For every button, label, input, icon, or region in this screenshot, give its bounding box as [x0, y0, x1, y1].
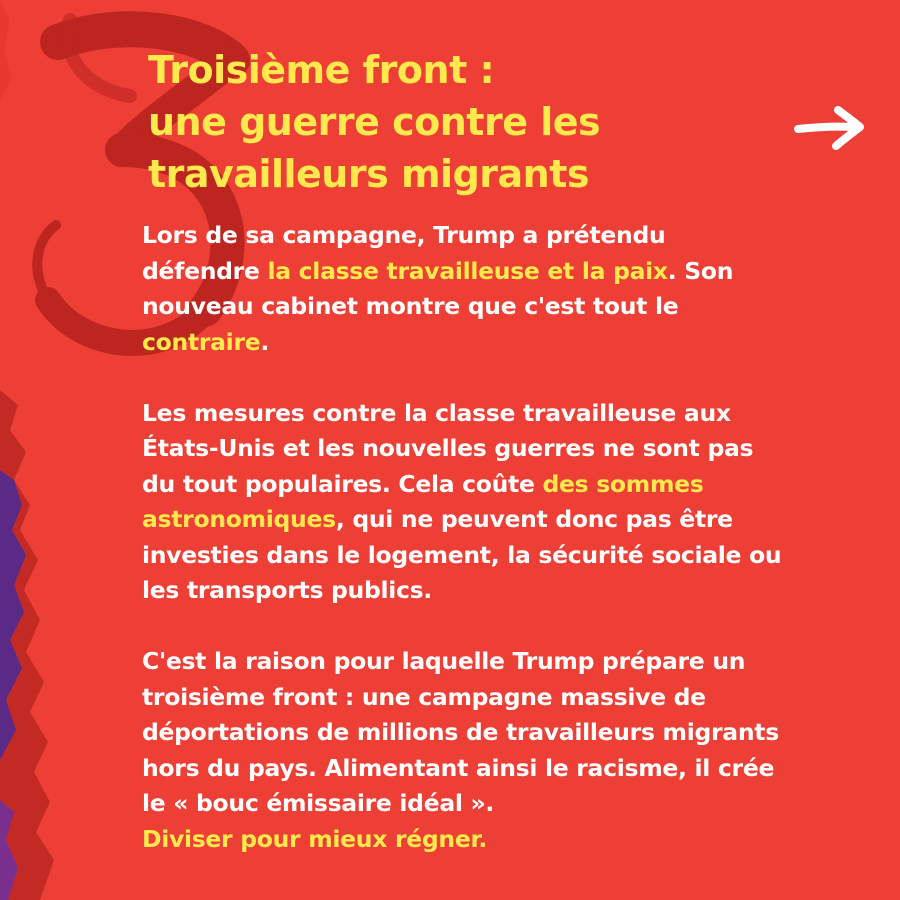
text-segment: investies dans le logement, la sécurité sociale ou: [142, 540, 782, 569]
text-segment: C'est la raison pour laquelle Trump prépare un: [142, 647, 746, 675]
text-segment: Les mesures contre la classe travailleuse aux: [142, 398, 731, 427]
text-segment: Diviser pour mieux régner.: [142, 824, 488, 853]
paragraph-costs: [142, 396, 882, 609]
text-segment: les transports publics.: [142, 576, 432, 604]
text-segment: . Son: [667, 256, 734, 285]
text-segment: Lors de sa campagne, Trump a prétendu: [142, 221, 666, 249]
text-line: [142, 680, 882, 716]
paragraph-third-front: [142, 644, 882, 857]
text-line: [142, 538, 882, 574]
page-title: [148, 44, 768, 200]
text-segment: défendre: [142, 256, 268, 285]
text-segment: hors du pays. Alimentant ainsi le racisme, il crée: [142, 753, 775, 782]
text-line: [142, 431, 882, 467]
text-segment: le « bouc émissaire idéal ».: [142, 789, 495, 817]
title-line-1: Troisième front :: [148, 48, 495, 92]
body-text: [142, 218, 882, 857]
text-line: [142, 467, 882, 503]
highlight-astronomiques: astronomiques: [142, 505, 336, 533]
text-line: [142, 715, 882, 751]
text-segment: États-Unis et les nouvelles guerres ne sont pas: [142, 434, 754, 462]
arrow-right-icon[interactable]: [792, 102, 868, 152]
text-segment: troisième front : une campagne massive de: [142, 682, 706, 711]
paragraph-campaign: [142, 218, 882, 360]
text-line: [142, 751, 882, 787]
text-line: [142, 325, 882, 361]
title-line-2: une guerre contre les: [148, 100, 601, 144]
text-line: [142, 396, 882, 432]
highlight-contraire: contraire: [142, 327, 261, 356]
text-segment: .: [260, 327, 270, 356]
text-segment: du tout populaires. Cela coûte: [142, 469, 543, 498]
text-segment: déportations de millions de travailleurs migrants: [142, 718, 779, 746]
text-line: [142, 254, 882, 290]
slogan-divide-and-rule: [142, 822, 882, 858]
highlight-working-class-peace: la classe travailleuse et la paix: [267, 256, 668, 285]
text-line: [142, 289, 882, 325]
highlight-des-sommes: des sommes: [542, 469, 704, 498]
text-line: [142, 502, 882, 538]
text-segment: , qui ne peuvent donc pas être: [335, 505, 733, 533]
text-line: [142, 786, 882, 822]
text-line: [142, 218, 882, 254]
text-line: [142, 573, 882, 609]
text-line: [142, 644, 882, 680]
text-segment: nouveau cabinet montre que c'est tout le: [142, 292, 679, 320]
title-line-3: travailleurs migrants: [148, 152, 589, 196]
